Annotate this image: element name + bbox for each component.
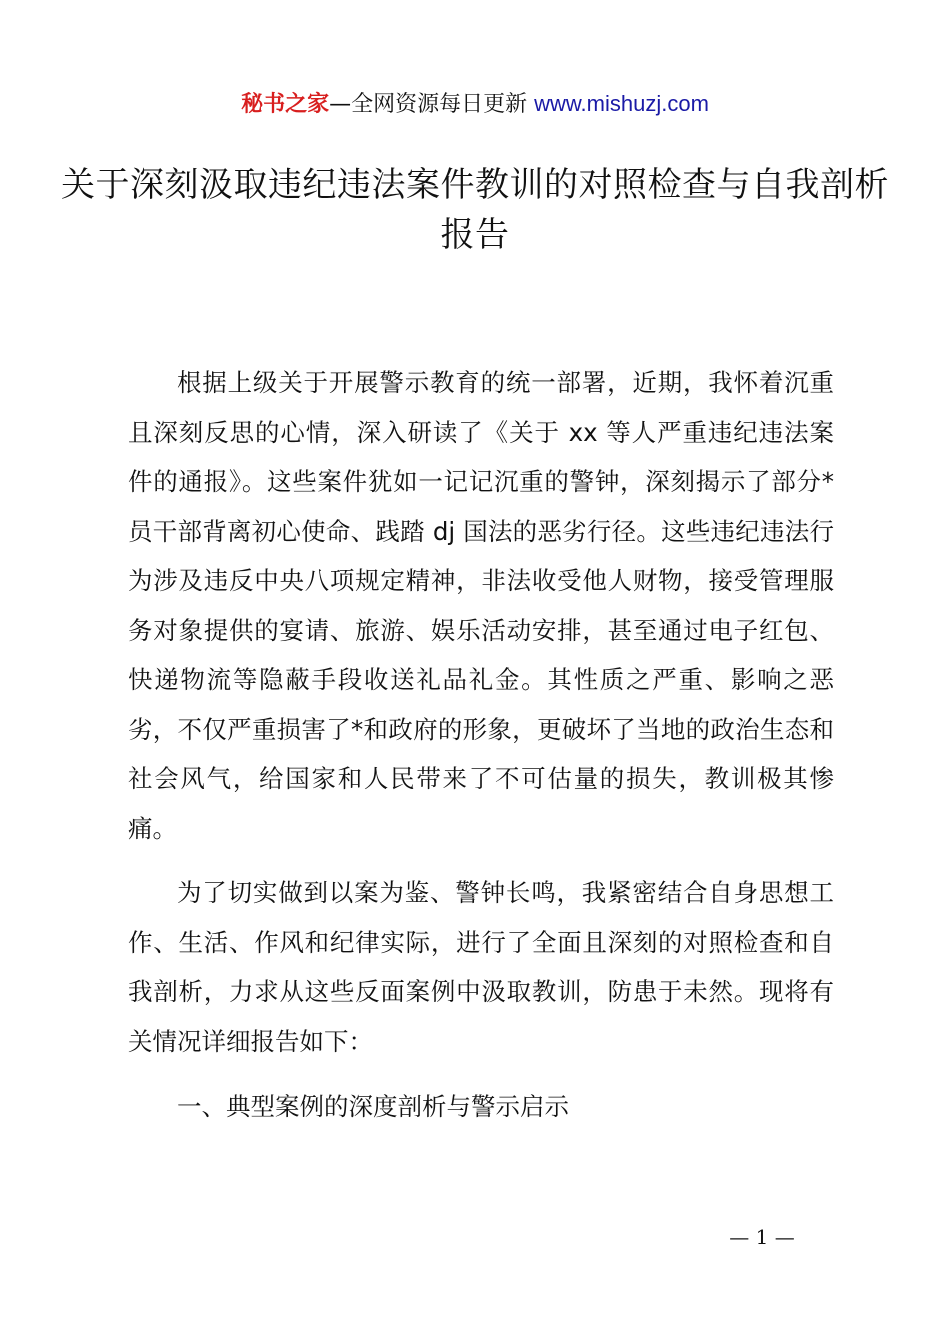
- page-number: — 1 —: [729, 1225, 795, 1249]
- site-header: [0, 88, 950, 121]
- document-title: 关于深刻汲取违纪违法案件教训的对照检查与自我剖析报告: [61, 165, 889, 255]
- paragraph-1: 根据上级关于开展警示教育的统一部署，近期，我怀着沉重且深刻反思的心情，深入研读了《关于 xx 等人严重违纪违法案件的通报》。这些案件犹如一记记沉重的警钟，深刻揭示了部分*员干部背离初心使命、践踏 dj 国法的恶劣行径。这些违纪违法行为涉及违反中央八项规定精神，非法收受他人财物，接受管理服务对象提供的宴请、旅游、娱乐活动安排，甚至通过电子红包、快递物流等隐蔽手段收送礼品礼金。其性质之严重、影响之恶劣，不仅严重损害了*和政府的形象，更破坏了当地的政治生态和社会风气，给国家和人民带来了不可估量的损失，教训极其惨痛。: [128, 368, 834, 843]
- site-slogan: —全网资源每日更新: [329, 92, 535, 117]
- paragraph-2: 为了切实做到以案为鉴、警钟长鸣，我紧密结合自身思想工作、生活、作风和纪律实际，进行了全面且深刻的对照检查和自我剖析，力求从这些反面案例中汲取教训，防患于未然。现将有关情况详细报告如下：: [128, 878, 834, 1056]
- section-heading-1: 一、典型案例的深度剖析与警示启示: [177, 1092, 569, 1121]
- site-url-link[interactable]: www.mishuzj.com: [534, 91, 709, 116]
- site-brand: 秘书之家: [241, 92, 330, 117]
